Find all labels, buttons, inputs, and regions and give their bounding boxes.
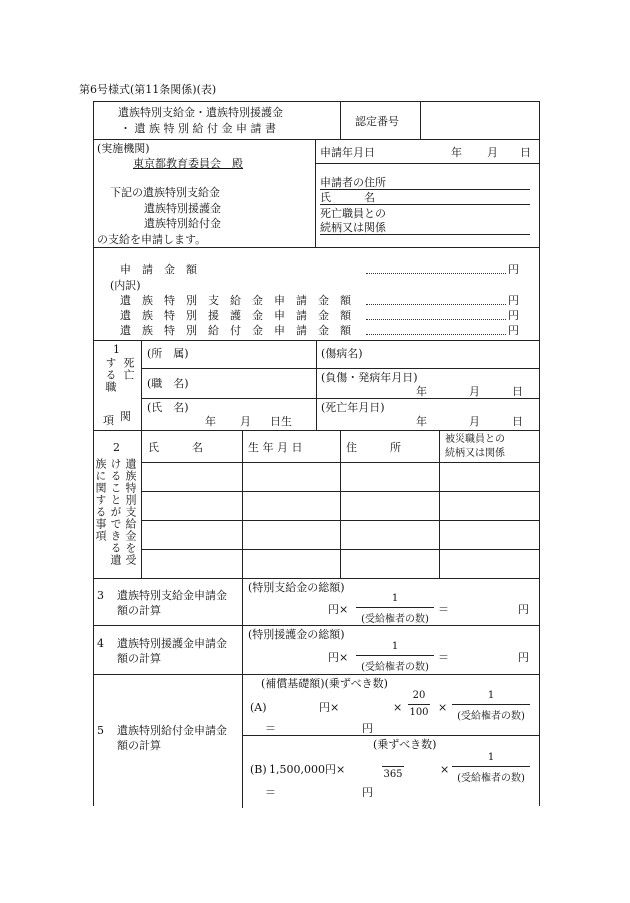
section4-denom: (受給権者の数) [361, 662, 429, 673]
date-day: 日 [520, 146, 531, 159]
section5-b-yen: 円 [362, 786, 373, 799]
injury-month: 月 [469, 385, 480, 398]
address-line [320, 189, 530, 190]
section5-label-2: 額の計算 [117, 739, 161, 752]
section4-label-2: 額の計算 [117, 652, 161, 665]
header-birth: 生 年 月 日 [248, 441, 303, 454]
item2-label: 遺 族 特 別 援 護 金 申 請 金 額 [120, 309, 351, 322]
section5-header-a: (補償基礎額)(乗ずべき数) [261, 677, 388, 690]
amount-dots [366, 273, 506, 274]
divider [93, 674, 539, 675]
divider [242, 578, 243, 808]
fraction-bar [452, 766, 530, 767]
section5-a-one: 1 [487, 690, 495, 701]
section3-label-1: 遺族特別支給金申請金 [117, 589, 227, 602]
agency-label: (実施機関) [97, 142, 150, 155]
relation-label-2: 続柄又は関係 [320, 221, 386, 234]
section2-col-c: 族に関する事項 [94, 458, 107, 542]
fraction-bar [452, 704, 530, 705]
request-text-4: の支給を申請します。 [97, 233, 207, 246]
request-amount-yen: 円 [508, 263, 519, 276]
birth-year: 年 [205, 415, 216, 428]
section5-b-eq: ＝ [265, 786, 276, 799]
divider [141, 430, 142, 578]
divider [242, 430, 243, 578]
divider [242, 735, 539, 736]
section4-num: 4 [97, 637, 104, 650]
item1-yen: 円 [508, 294, 519, 307]
request-amount-label: 申 請 金 額 [120, 263, 197, 276]
death-month: 月 [469, 415, 480, 428]
header-address: 住 所 [346, 441, 401, 454]
amount-dots [366, 304, 506, 305]
name-line [320, 204, 530, 205]
request-text-3: 遺族特別給付金 [144, 217, 221, 230]
title-line1: 遺族特別支給金・遺族特別援護金 [118, 106, 283, 119]
section3-yen2: 円 [518, 603, 529, 616]
divider [141, 520, 539, 521]
form-id: 第6号様式(第11条関係)(表) [79, 83, 217, 96]
item3-label: 遺 族 特 別 給 付 金 申 請 金 額 [120, 324, 351, 337]
section5-a-times2: × [438, 701, 448, 714]
divider [420, 101, 421, 139]
divider [315, 163, 539, 164]
header-relation-1: 被災職員との [445, 434, 505, 445]
fraction-bar [382, 766, 404, 767]
injury-day: 日 [512, 385, 523, 398]
section2-num: 2 [113, 441, 120, 454]
title-line2: ・ 遺 族 特 別 給 付 金 申 請 書 [120, 122, 276, 135]
birth-day: 日生 [270, 415, 292, 428]
section5-a-label: (A) [250, 701, 267, 714]
date-label: 申請年月日 [320, 146, 375, 159]
divider [315, 139, 316, 247]
section5-header-b: (乗ずべき数) [373, 738, 437, 751]
section5-b-denom: (受給権者の数) [457, 773, 525, 784]
divider [93, 430, 539, 431]
section4-eq: ＝ [438, 651, 449, 664]
death-day: 日 [512, 415, 523, 428]
item1-label: 遺 族 特 別 支 給 金 申 請 金 額 [120, 294, 351, 307]
section5-a-yen: 円× [319, 701, 340, 714]
divider [93, 578, 539, 579]
divider [340, 430, 341, 578]
section3-denom: (受給権者の数) [361, 614, 429, 625]
section5-label-1: 遺族特別給付金申請金 [117, 724, 227, 737]
relation-label-1: 死亡職員との [320, 207, 386, 220]
section4-yen2: 円 [518, 651, 529, 664]
relation-line [320, 234, 530, 235]
section1-title-d: 関 [120, 410, 131, 423]
disease-label: (傷病名) [321, 347, 363, 360]
section5-num: 5 [97, 724, 104, 737]
agency-name: 東京都教育委員会 殿 [133, 157, 243, 170]
section2-col-a: 遺族特別支給金を受 [124, 458, 137, 566]
section5-b-one: 1 [487, 752, 495, 763]
section1-title-a: 死亡 [122, 357, 135, 381]
divider [141, 462, 539, 463]
request-text-2: 遺族特別援護金 [144, 202, 221, 215]
header-relation-2: 続柄又は関係 [445, 448, 505, 459]
divider [141, 368, 316, 369]
fraction-bar [356, 655, 434, 656]
request-text-1: 下記の遺族特別支給金 [110, 186, 220, 199]
section3-num: 3 [97, 589, 104, 602]
header-name: 氏 名 [148, 441, 203, 454]
death-year: 年 [416, 415, 427, 428]
divider [316, 368, 539, 369]
divider [439, 430, 440, 578]
section5-a-denom: (受給権者の数) [457, 711, 525, 722]
section5-a-den: 100 [409, 707, 429, 718]
date-year: 年 [451, 146, 462, 159]
position-label: (職 名) [147, 377, 189, 390]
cert-number-label: 認定番号 [355, 115, 399, 128]
divider [141, 340, 142, 430]
section1-title-b: する職 [104, 357, 117, 393]
item2-yen: 円 [508, 309, 519, 322]
section4-total: (特別援護金の総額) [248, 628, 345, 641]
section3-total: (特別支給金の総額) [248, 581, 345, 594]
amount-dots [366, 334, 506, 335]
name-label-s1: (氏 名) [147, 401, 189, 414]
divider [93, 247, 539, 248]
divider [141, 491, 539, 492]
section5-b-label: (B) [250, 763, 267, 776]
section5-a-times: × [393, 701, 403, 714]
amount-dots [366, 319, 506, 320]
section5-b-times: × [440, 763, 450, 776]
birth-month: 月 [240, 415, 251, 428]
death-date-label: (死亡年月日) [321, 401, 385, 414]
section5-a-eq: ＝ [265, 722, 276, 735]
injury-date-label: (負傷・発病年月日) [321, 371, 418, 384]
section4-one: 1 [391, 641, 399, 652]
section3-label-2: 額の計算 [117, 604, 161, 617]
section3-eq: ＝ [438, 603, 449, 616]
date-month: 月 [487, 146, 498, 159]
section1-title-e: 項 [103, 414, 114, 427]
injury-year: 年 [416, 385, 427, 398]
divider [93, 625, 539, 626]
affiliation-label: (所 属) [147, 347, 189, 360]
name-label: 氏 名 [320, 191, 375, 204]
divider [141, 398, 539, 399]
divider [141, 549, 539, 550]
section4-yen: 円× [328, 651, 349, 664]
frame-left [93, 101, 94, 806]
section5-b-den: 365 [383, 769, 403, 780]
section5-a-yen2: 円 [362, 722, 373, 735]
section5-a-num: 20 [412, 690, 426, 701]
section5-b-amount: 1,500,000円× [269, 763, 346, 776]
section3-one: 1 [391, 593, 399, 604]
address-label: 申請者の住所 [320, 176, 386, 189]
frame-right [539, 101, 540, 806]
section2-col-b: けることができる遺 [109, 458, 122, 566]
fraction-bar [356, 607, 434, 608]
fraction-bar [408, 704, 430, 705]
section4-label-1: 遺族特別援護金申請金 [117, 637, 227, 650]
section3-yen: 円× [328, 603, 349, 616]
breakdown-label: (内訳) [110, 279, 141, 292]
item3-yen: 円 [508, 324, 519, 337]
frame-top [93, 101, 539, 102]
divider [316, 340, 317, 430]
divider [340, 101, 341, 139]
divider [93, 139, 539, 140]
section1-num: 1 [113, 343, 120, 356]
